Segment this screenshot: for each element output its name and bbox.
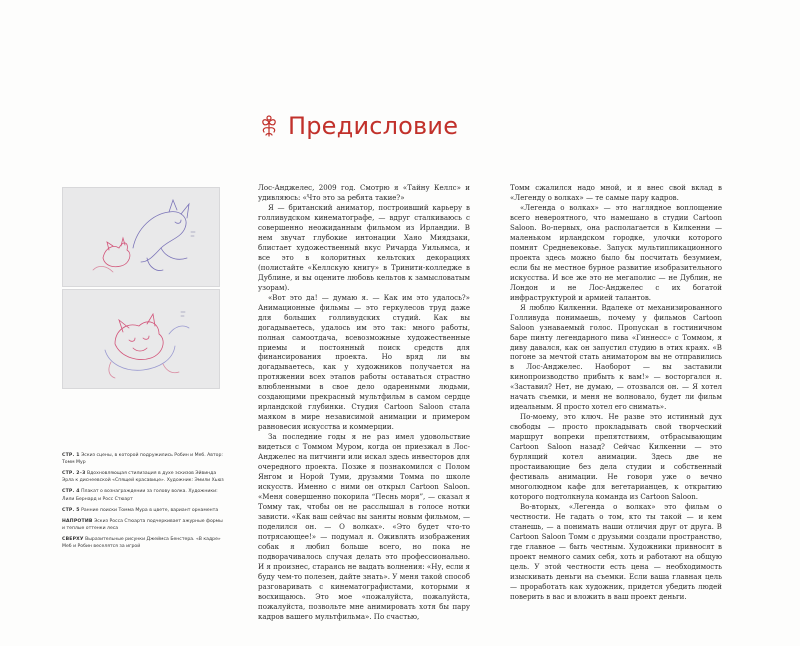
- caption: НАПРОТИВ Эскиз Росса Стюарта подчеркивает ажурные формы и теплые оттенки леса: [62, 518, 223, 531]
- caption: СТР. 2–3 Вдохновляющая стилизация в духе эскизов Эйвинда Эрла к диснеевской «Спящей красавице». Художник: Эмили Хьюз: [62, 471, 224, 484]
- caption: СТР. 1 Эскиз сцены, в которой подружились Робин и Меб. Автор: Томм Мур: [62, 453, 223, 466]
- heading: [258, 112, 458, 140]
- text-column-2: [510, 183, 722, 602]
- page-title: Предисловие: [288, 112, 459, 140]
- paragraph: За последние годы я не раз имел удовольствие видеться с Томмом Муром, когда он приезжал в Лос-Анджелес на питчинги или искал здесь инвесторов для очередного проекта. Позже я познакомился с Полом Янгом и Норой Туми, друзьями Томма по школе искусств. Именно с ними он открыл Cartoon Saloon. «Меня совершенно покорила “Песнь моря”, — сказал я Томму так, чтобы он не расслышал в голосе нотки зависти. «Как ваш сейчас вы заняты новым фильмом, — поделился он. — О волках». «Это будет что-то потрясающее!» — подумал я. Оживлять изображения собак я любил больше всего, но пока не подворачивалось случая делать это профессионально. И я произнес, стараясь не выдать волнения: «Ну, если я буду чем-то полезен, дайте знать». У меня такой способ разговаривать с кинематографистами, которыми я восхищаюсь. Это мое «пожалуйста, пожалуйста, пожалуйста, позвольте мне анимировать хотя бы пару кадров вашего мультфильма». По счастью,: [258, 432, 470, 621]
- text-column-1: [258, 183, 470, 622]
- caption: СТР. 5 Ранние поиски Томма Мура в цвете, вариант орнамента: [62, 507, 219, 513]
- paragraph: «Легенда о волках» — это наглядное воплощение всего невероятного, что намешано в студии Cartoon Saloon. Во-первых, она располагается в Килкенни — маленьком ирландском городке, улочки которого помнят Средневековье. Запуск мультипликационного проекта здесь можно было бы посчитать безумием, если бы не местное бурное развитие изобразительного искусства. И все же это не мегаполис — не Дублин, не Лондон и не Лос-Анджелес с их богатой инфраструктурой и армией талантов.: [510, 202, 722, 302]
- caption: СТР. 4 Плакат о вознаграждении за голову волка. Художники: Лили Бернард и Росс Стюарт: [62, 489, 218, 502]
- paragraph: «Вот это да! — думаю я. — Как им это удалось?» Анимационные фильмы — это геркулесов труд даже для больших голливудских студий. Как вы догадываетесь, удалось им это так: много работы, полная самоотдача, всевозможные художественные приемы и постоянный поиск средств для финансирования проекта. Но вряд ли вы догадываетесь, как у художников получается на протяжении всех этапов работы оставаться страстно влюбленными в свое дело одаренными людьми, создающими прекрасный мультфильм в самом сердце ирландской глубинки. Студия Cartoon Saloon стала маяком в мире независимой анимации и примером равновесия искусства и коммерции.: [258, 292, 470, 432]
- sketch-image-1: [62, 187, 220, 287]
- captions: [62, 452, 224, 554]
- floral-ornament-icon: [258, 114, 280, 138]
- caption: СВЕРХУ Выразительные рисунки Джеймса Бенстера. «В кадре» Меб и Робин веселятся за игрой: [62, 536, 221, 550]
- paragraph: Томм сжалился надо мной, и я внес свой вклад в «Легенду о волках» — те самые пару кадров.: [510, 183, 722, 202]
- paragraph: По-моему, это ключ. Не разве это истинный дух свободы — просто прокладывать свой творческий маршрут вопреки препятствиям, отбрасывающим Cartoon Saloon назад? Сейчас Килкенни — это бурлящий котел анимации. Здесь две не простаивающие без дела студии и собственный фестиваль анимации. Не говоря уже о вечно многолюдном кафе для вегетарианцев, к открытию которого подтолкнула команда из Cartoon Saloon.: [510, 412, 722, 502]
- sketch-image-2: [62, 289, 220, 389]
- paragraph: Во-вторых, «Легенда о волках» это фильм о честности. Не гадать о том, кто ты такой — и кем станешь, — а понимать наши отличия друг от друга. В Cartoon Saloon Томм с друзьями создали пространство, где главное — быть честным. Художники привносят в проект немного самих себя, хоть и работают на общую цель. У этой честности есть цена — необходимость изыскивать деньги на съемки. Если ваша главная цель — проработать как художник, придется убедить людей поверить в вас и вложить в ваш проект деньги.: [510, 502, 722, 601]
- paragraph: Лос-Анджелес, 2009 год. Смотрю я «Тайну Келлс» и удивляюсь: «Что это за ребята такие?»: [258, 183, 470, 202]
- paragraph: Я — британский аниматор, построивший карьеру в голливудском кинематографе, — вдруг сталкиваюсь с совершенно неожиданным фильмом из Ирландии. В нем звучат глубокие интонации Хаяо Миядзаки, блистает художественный вкус Ричарда Уильямса, и все это в колоритных кельтских декорациях (полистайте «Келлскую книгу» в Тринити-колледже в Дублине, и вы оцените любовь кельтов к замысловатым узорам).: [258, 202, 470, 292]
- paragraph: Я люблю Килкенни. Вдалеке от механизированного Голливуда понимаешь, почему у фильмов Cartoon Saloon узнаваемый голос. Пропуская в гостиничном баре пинту легендарного пива «Гиннесс» с Томмом, я диву давался, как он запустил студию в этих краях. «В погоне за мечтой стать аниматором вы не отправились в Лос-Анджелес. Наоборот — вы заставили кинопроизводство прибыть к вам!» — восторгался я. «Заставил? Нет, не думаю, — отозвался он. — Я хотел начать съемки, и меня не волновало, будет ли фильм идеальным. Я просто хотел его снимать».: [510, 302, 722, 412]
